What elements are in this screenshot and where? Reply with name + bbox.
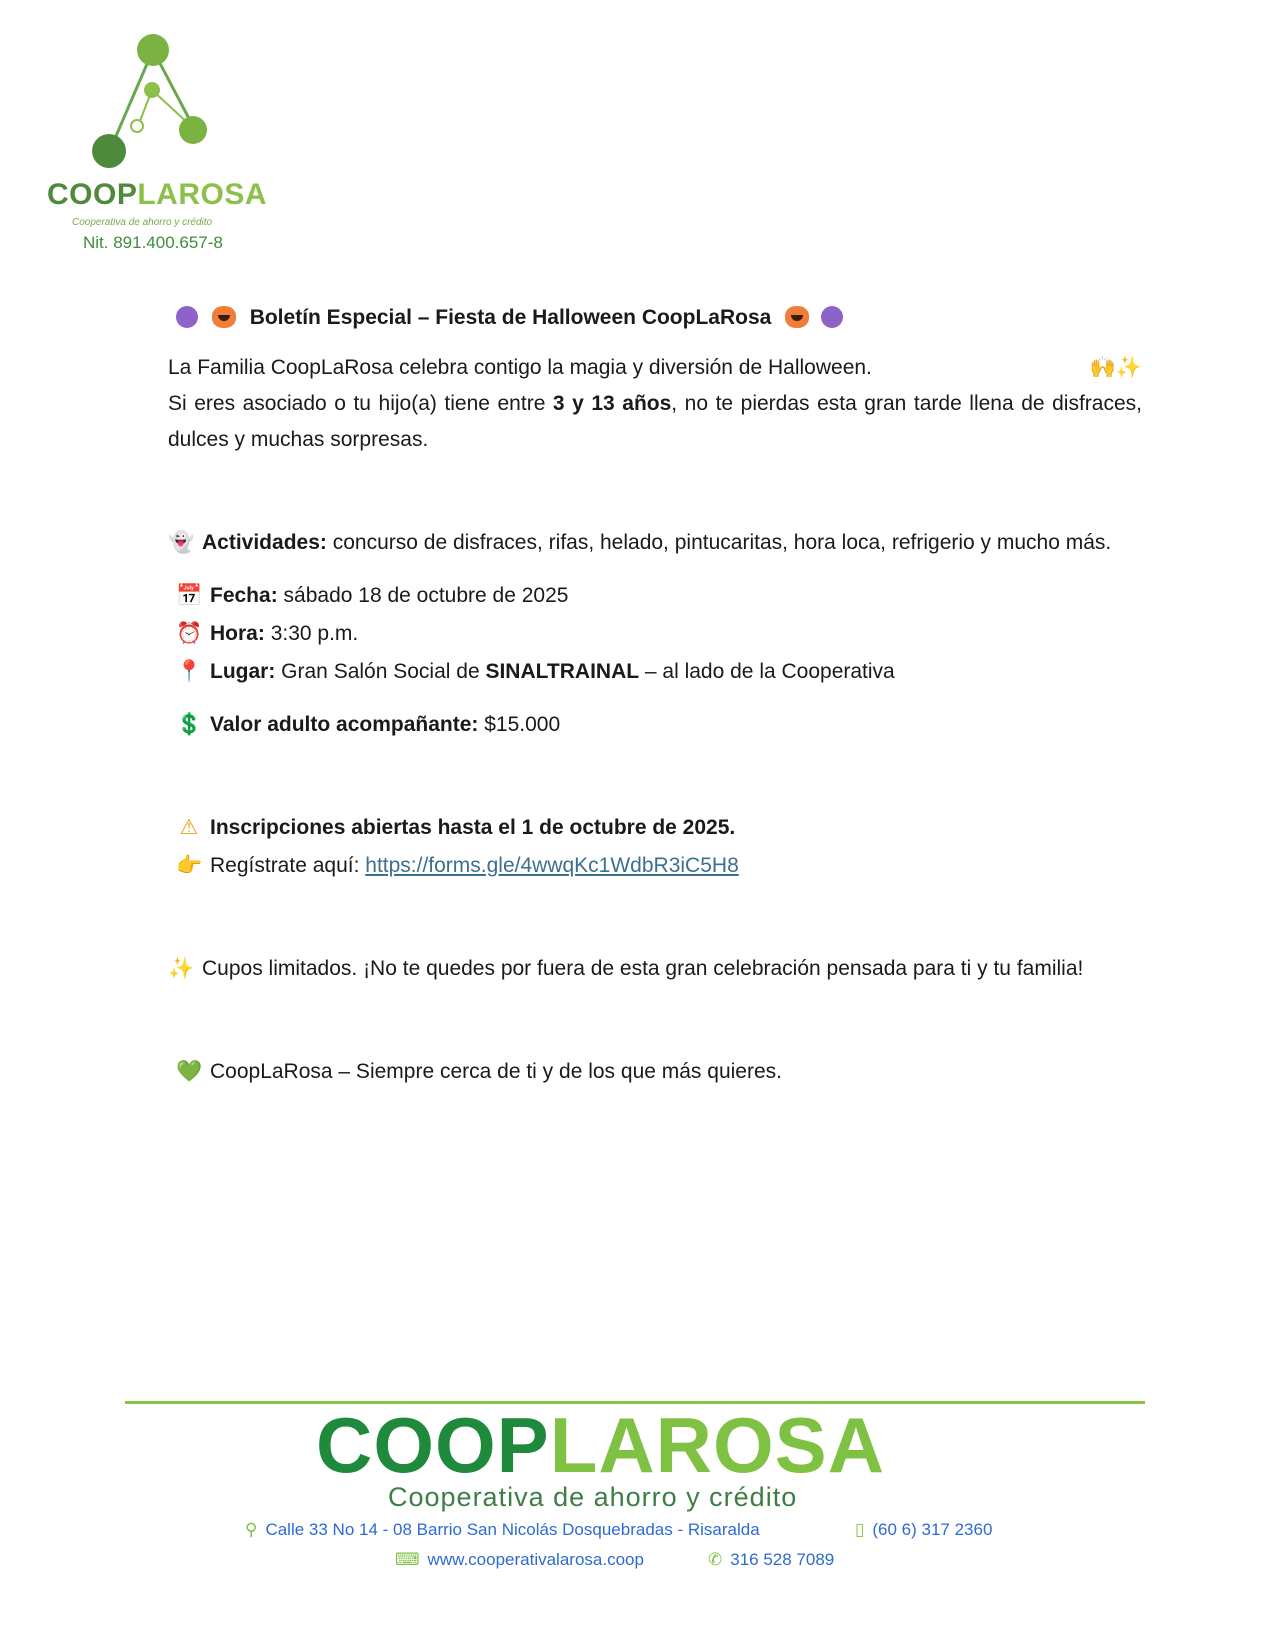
- date-value: sábado 18 de octubre de 2025: [283, 584, 569, 607]
- slogan-line: [176, 1053, 1098, 1090]
- calendar-icon: 📅: [176, 583, 203, 607]
- footer-whatsapp: 316 528 7089: [730, 1550, 835, 1569]
- footer-website-row: [395, 1550, 644, 1570]
- intro-paragraph: [168, 350, 1142, 458]
- age-range: 3 y 13 años: [552, 392, 672, 415]
- footer-address: Calle 33 No 14 - 08 Barrio San Nicolás Dosquebradas - Risaralda: [265, 1520, 760, 1539]
- whatsapp-icon: ✆: [708, 1550, 723, 1570]
- logo-wordmark: COOPLAROSA: [47, 178, 268, 211]
- place-post: – al lado de la Cooperativa: [639, 660, 895, 683]
- map-pin-icon: 📍: [176, 659, 203, 683]
- bulletin-body: [168, 300, 1142, 1090]
- registration-link[interactable]: https://forms.gle/4wwqKc1WdbR3iC5H8: [365, 854, 739, 877]
- dollar-icon: 💲: [176, 712, 203, 736]
- price-value: $15.000: [484, 713, 561, 736]
- deadline-line: [176, 809, 1098, 846]
- closing-note: [168, 950, 1098, 987]
- pumpkin-icon: [212, 306, 236, 328]
- sparkles-icon: ✨: [168, 956, 195, 980]
- footer-whatsapp-row: [708, 1550, 834, 1570]
- time-line: [176, 615, 1098, 652]
- place-pre: Gran Salón Social de: [281, 660, 486, 683]
- register-line: [176, 847, 1098, 884]
- bulletin-title: Boletín Especial – Fiesta de Halloween CoopLaRosa: [249, 306, 772, 329]
- phone-icon: ▯: [855, 1520, 865, 1540]
- footer-phone: (60 6) 317 2360: [872, 1520, 993, 1539]
- slogan-text: CoopLaRosa – Siempre cerca de ti y de los que más quieres.: [210, 1060, 782, 1083]
- purple-circle-icon: [821, 306, 843, 328]
- register-label: Regístrate aquí:: [210, 854, 360, 877]
- logo-nit: Nit. 891.400.657-8: [83, 233, 223, 252]
- activities-paragraph: [168, 524, 1142, 561]
- time-label: Hora:: [210, 622, 265, 645]
- place-venue: SINALTRAINAL: [485, 660, 640, 683]
- green-heart-icon: 💚: [176, 1059, 203, 1083]
- website-icon: ⌨: [395, 1550, 420, 1570]
- date-line: [176, 577, 1098, 614]
- location-pin-icon: ⚲: [245, 1520, 258, 1540]
- alarm-clock-icon: ⏰: [176, 621, 203, 645]
- warning-icon: ⚠: [179, 815, 199, 839]
- raising-hands-icon: 🙌✨: [1089, 356, 1142, 379]
- footer-subtitle: Cooperativa de ahorro y crédito: [388, 1482, 798, 1512]
- pointing-hand-icon: 👉: [176, 853, 203, 877]
- place-label: Lugar:: [210, 660, 276, 683]
- activities-text: concurso de disfraces, rifas, helado, pintucaritas, hora loca, refrigerio y mucho más.: [332, 531, 1112, 554]
- footer-phone-row: [855, 1520, 992, 1540]
- footer-wordmark: COOPLAROSA: [316, 1401, 886, 1489]
- ghost-icon: 👻: [168, 530, 195, 554]
- logo-molecule-icon: [90, 30, 250, 180]
- footer-website[interactable]: www.cooperativalarosa.coop: [427, 1550, 644, 1569]
- time-value: 3:30 p.m.: [270, 622, 359, 645]
- footer-address-row: [245, 1520, 760, 1540]
- header-logo: [40, 30, 290, 260]
- activities-label: Actividades:: [202, 531, 327, 554]
- closing-note-text: Cupos limitados. ¡No te quedes por fuera de esta gran celebración pensada para ti y tu familia!: [202, 957, 1084, 980]
- intro-line1: La Familia CoopLaRosa celebra contigo la magia y diversión de Halloween.: [168, 356, 872, 379]
- price-label: Valor adulto acompañante:: [210, 713, 479, 736]
- intro-line2-pre: Si eres asociado o tu hijo(a) tiene entre: [168, 392, 553, 415]
- pumpkin-icon: [785, 306, 809, 328]
- place-line: [176, 653, 1098, 690]
- logo-subtitle: Cooperativa de ahorro y crédito: [72, 217, 213, 228]
- registration-deadline: Inscripciones abiertas hasta el 1 de octubre de 2025.: [210, 816, 736, 839]
- purple-circle-icon: [176, 306, 198, 328]
- price-line: [176, 706, 1098, 743]
- intro-line2-post: , no te pierdas esta gran tarde llena de disfraces, dulces y muchas sorpresas.: [168, 392, 1142, 451]
- bulletin-title-line: [176, 300, 1098, 336]
- date-label: Fecha:: [210, 584, 278, 607]
